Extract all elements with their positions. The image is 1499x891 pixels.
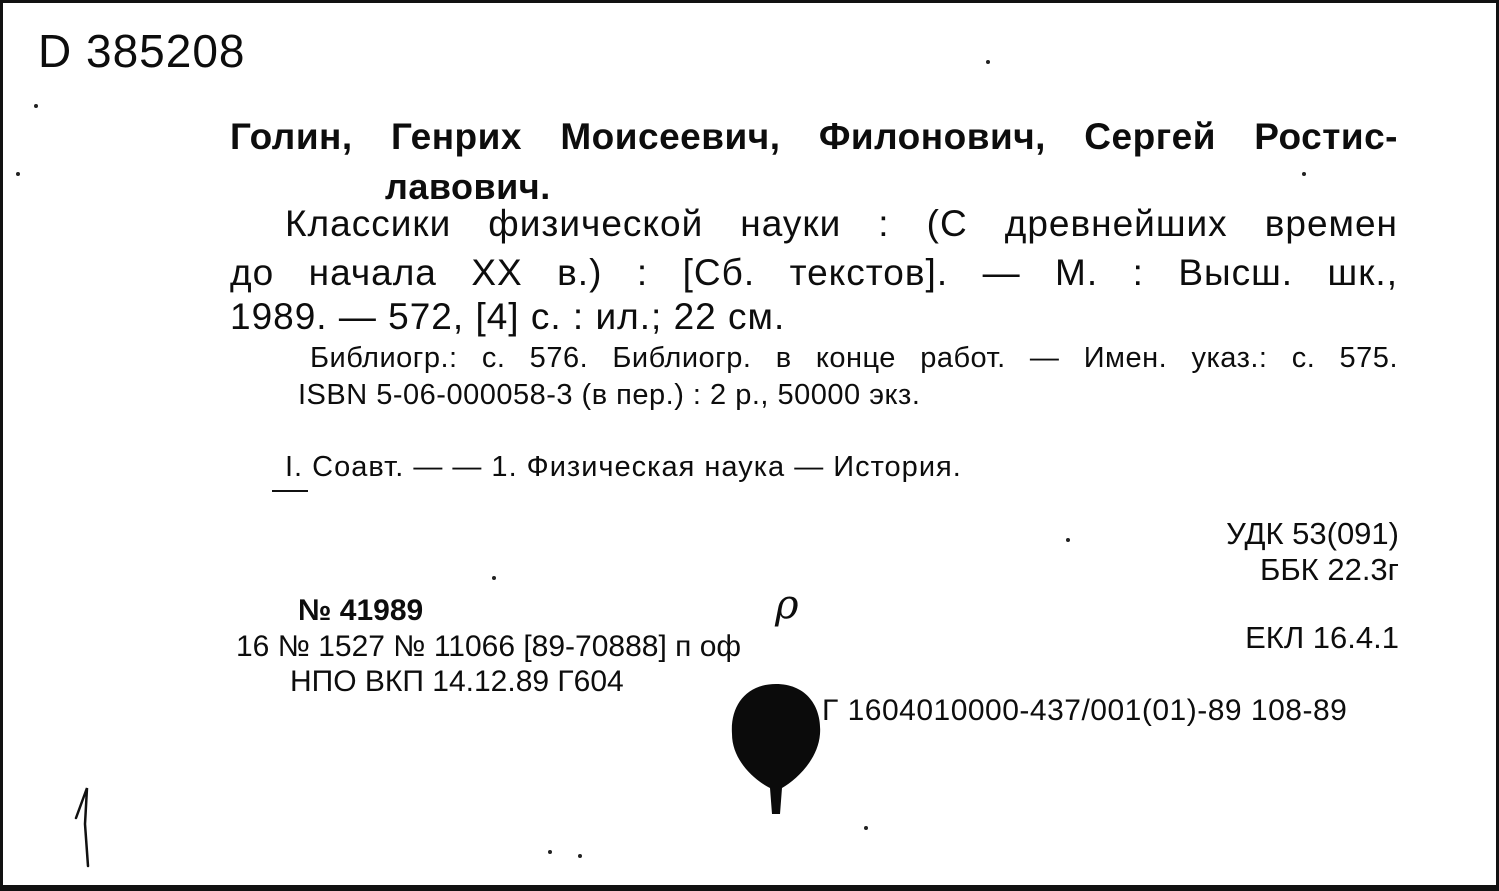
title-line1: Классики физической науки : (С древнейших времен	[285, 203, 1398, 244]
title-line2: до начала XX в.) : [Сб. текстов]. — М. : Высш. шк.,	[230, 252, 1398, 293]
inventory-number: № 41989	[298, 594, 424, 627]
speck	[548, 850, 552, 854]
notes-line1: Библиогр.: с. 576. Библиогр. в конце работ. — Имен. указ.: с. 575.	[310, 342, 1398, 374]
bbk-code: ББК 22.3г	[1259, 552, 1399, 587]
ink-blot-icon	[726, 680, 826, 820]
handwritten-mark: ρ	[775, 582, 799, 628]
speck	[986, 60, 990, 64]
tracing-underline	[272, 490, 308, 492]
speck	[16, 172, 20, 176]
order-line: 16 № 1527 № 11066 [89-70888] п оф	[236, 630, 742, 663]
udk-code: УДК 53(091)	[1226, 516, 1399, 551]
ekl-code: ЕКЛ 16.4.1	[1245, 620, 1399, 655]
author-heading-line2: лавович.	[385, 166, 551, 207]
isbn-line: ISBN 5-06-000058-3 (в пер.) : 2 р., 50000 экз.	[298, 379, 921, 411]
author-heading-line1: Голин, Генрих Моисеевич, Филонович, Сергей Ростис-	[230, 116, 1398, 157]
speck	[1066, 538, 1070, 542]
tracings: I. Соавт. — — 1. Физическая наука — История.	[285, 451, 962, 483]
speck	[864, 826, 868, 830]
speck	[492, 576, 496, 580]
publisher-line: НПО ВКП 14.12.89 Г604	[290, 665, 624, 698]
speck	[34, 104, 38, 108]
speck	[1302, 172, 1306, 176]
g-code: Г 1604010000-437/001(01)-89 108-89	[822, 694, 1348, 727]
speck	[578, 854, 582, 858]
handwritten-number-icon	[70, 784, 110, 870]
title-line3: 1989. — 572, [4] с. : ил.; 22 см.	[230, 296, 786, 337]
card-number: D 385208	[38, 25, 246, 77]
